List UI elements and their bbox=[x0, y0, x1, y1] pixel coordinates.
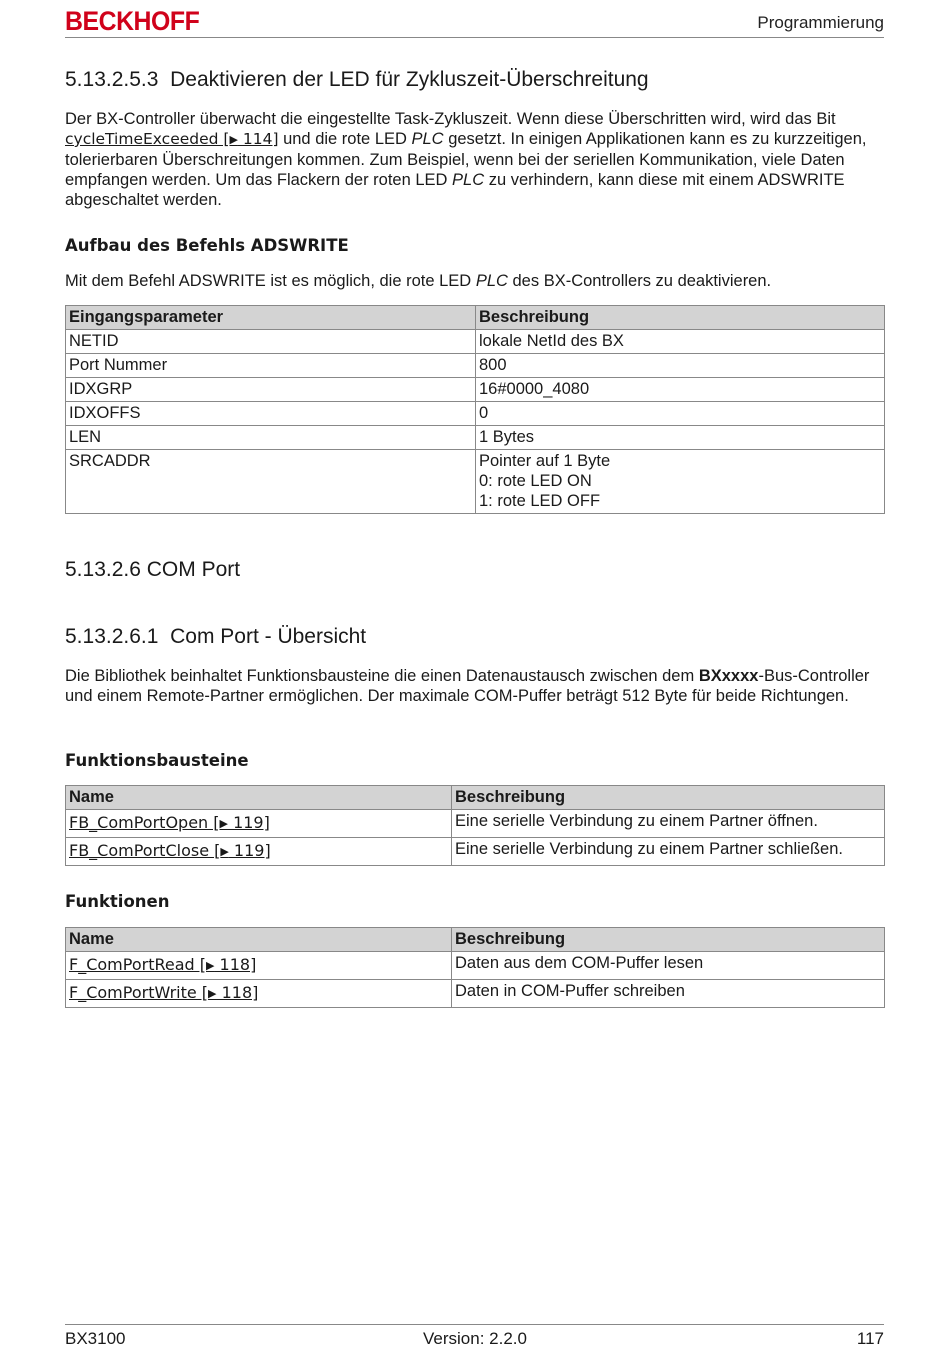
footer-product: BX3100 bbox=[65, 1329, 126, 1348]
text-segment: gesetzt. In einigen Applikationen kann es zu kurzzeitigen, tolerierbaren Überschreitungen kommen. Zum Beispiel, wenn bei der seriellen Kommunikation, viele Daten empfangen werden. Um das Flackern der roten LED bbox=[65, 130, 867, 189]
footer-divider bbox=[65, 1324, 884, 1325]
play-triangle-icon: ▶ bbox=[220, 845, 229, 858]
table-row bbox=[66, 838, 885, 866]
link-page: 114] bbox=[237, 130, 279, 148]
table-header-row bbox=[66, 306, 885, 330]
link-fb-comportclose[interactable] bbox=[69, 841, 271, 860]
table-row bbox=[66, 450, 885, 514]
column-header: Beschreibung bbox=[476, 306, 885, 330]
param-name: LEN bbox=[66, 426, 476, 450]
table-row bbox=[66, 354, 885, 378]
table-row bbox=[66, 426, 885, 450]
text-segment: -Bus-Controller und einem Remote-Partner ermöglichen. Der maximale COM-Puffer beträgt 512 Byte für beide Richtungen. bbox=[65, 667, 870, 705]
link-fb-comportopen[interactable] bbox=[69, 813, 270, 832]
play-triangle-icon: ▶ bbox=[229, 133, 238, 146]
name-cell bbox=[66, 838, 452, 866]
param-name: IDXOFFS bbox=[66, 402, 476, 426]
play-triangle-icon: ▶ bbox=[219, 817, 228, 830]
text-segment: Der BX-Controller überwacht die eingestellte Task-Zykluszeit. Wenn diese Überschritten wird, wird das Bit bbox=[65, 110, 836, 128]
text-segment: Die Bibliothek beinhaltet Funktionsbausteine die einen Datenaustausch zwischen dem bbox=[65, 667, 699, 685]
table-row bbox=[66, 952, 885, 980]
link-f-comportread[interactable] bbox=[69, 955, 256, 974]
footer-page-number: 117 bbox=[856, 1329, 884, 1348]
play-triangle-icon: ▶ bbox=[206, 959, 215, 972]
section-number: 5.13.2.6 bbox=[65, 558, 141, 581]
section-number: 5.13.2.5.3 bbox=[65, 68, 159, 91]
link-f-comportwrite[interactable] bbox=[69, 983, 258, 1002]
text-segment: und die rote LED bbox=[278, 130, 412, 148]
section-heading-led bbox=[65, 68, 649, 92]
column-header: Beschreibung bbox=[452, 928, 885, 952]
column-header: Name bbox=[66, 786, 452, 810]
param-name: Port Nummer bbox=[66, 354, 476, 378]
functions-heading: Funktionen bbox=[65, 892, 170, 911]
adswrite-parameter-table bbox=[65, 305, 885, 514]
link-page: 118] bbox=[214, 955, 257, 974]
table-row bbox=[66, 980, 885, 1008]
table-row bbox=[66, 402, 885, 426]
name-cell bbox=[66, 810, 452, 838]
section-number: 5.13.2.6.1 bbox=[65, 625, 159, 648]
link-page: 118] bbox=[216, 983, 259, 1002]
section-title: Com Port - Übersicht bbox=[170, 625, 367, 648]
table-row bbox=[66, 378, 885, 402]
param-name: IDXGRP bbox=[66, 378, 476, 402]
text-segment: Mit dem Befehl ADSWRITE ist es möglich, die rote LED bbox=[65, 272, 476, 290]
param-desc: 1 Bytes bbox=[476, 426, 885, 450]
table-row bbox=[66, 810, 885, 838]
plc-term: PLC bbox=[452, 171, 485, 189]
adswrite-subheading: Aufbau des Befehls ADSWRITE bbox=[65, 236, 349, 255]
link-page: 119] bbox=[228, 841, 271, 860]
desc-cell: Daten in COM-Puffer schreiben bbox=[452, 980, 885, 1008]
desc-line: Pointer auf 1 Byte bbox=[479, 452, 611, 470]
adswrite-paragraph bbox=[65, 271, 885, 291]
column-header: Beschreibung bbox=[452, 786, 885, 810]
param-desc: 0 bbox=[476, 402, 885, 426]
footer-version: Version: 2.2.0 bbox=[423, 1329, 527, 1348]
plc-term: PLC bbox=[475, 272, 508, 290]
link-text: FB_ComPortOpen [ bbox=[69, 813, 220, 832]
link-text: F_ComPortWrite [ bbox=[69, 983, 209, 1002]
desc-cell: Eine serielle Verbindung zu einem Partner schließen. bbox=[452, 838, 885, 866]
param-desc: 16#0000_4080 bbox=[476, 378, 885, 402]
section-title: Deaktivieren der LED für Zykluszeit-Überschreitung bbox=[170, 68, 649, 91]
link-page: 119] bbox=[227, 813, 270, 832]
plc-term: PLC bbox=[411, 130, 444, 148]
name-cell bbox=[66, 980, 452, 1008]
link-text: cycleTimeExceeded [ bbox=[65, 130, 230, 148]
column-header: Eingangsparameter bbox=[66, 306, 476, 330]
link-text: FB_ComPortClose [ bbox=[69, 841, 221, 860]
desc-cell: Eine serielle Verbindung zu einem Partner öffnen. bbox=[452, 810, 885, 838]
com-overview-paragraph bbox=[65, 666, 885, 706]
text-segment: des BX-Controllers zu deaktivieren. bbox=[507, 272, 772, 290]
name-cell bbox=[66, 952, 452, 980]
param-desc: lokale NetId des BX bbox=[476, 330, 885, 354]
function-blocks-table bbox=[65, 785, 885, 866]
param-name: NETID bbox=[66, 330, 476, 354]
table-header-row bbox=[66, 786, 885, 810]
link-cycletimeexceeded[interactable] bbox=[65, 130, 279, 148]
param-name: SRCADDR bbox=[66, 450, 476, 514]
header-divider bbox=[65, 37, 884, 38]
led-description-paragraph bbox=[65, 109, 885, 210]
function-blocks-heading: Funktionsbausteine bbox=[65, 751, 249, 770]
desc-cell: Daten aus dem COM-Puffer lesen bbox=[452, 952, 885, 980]
bold-term: BXxxxx bbox=[698, 667, 759, 685]
table-row bbox=[66, 330, 885, 354]
functions-table bbox=[65, 927, 885, 1008]
param-desc: 800 bbox=[476, 354, 885, 378]
section-heading-com-overview bbox=[65, 625, 366, 649]
header-section-title: Programmierung bbox=[757, 13, 884, 32]
section-heading-com-port bbox=[65, 558, 240, 582]
beckhoff-logo: BECKHOFF bbox=[65, 6, 200, 36]
desc-line: 1: rote LED OFF bbox=[479, 492, 601, 510]
desc-line: 0: rote LED ON bbox=[479, 472, 592, 490]
column-header: Name bbox=[66, 928, 452, 952]
table-header-row bbox=[66, 928, 885, 952]
section-title: COM Port bbox=[146, 558, 241, 581]
text-segment: zu verhindern, kann diese mit einem ADSWRITE abgeschaltet werden. bbox=[65, 171, 845, 209]
param-desc bbox=[476, 450, 885, 514]
link-text: F_ComPortRead [ bbox=[69, 955, 206, 974]
play-triangle-icon: ▶ bbox=[208, 987, 217, 1000]
